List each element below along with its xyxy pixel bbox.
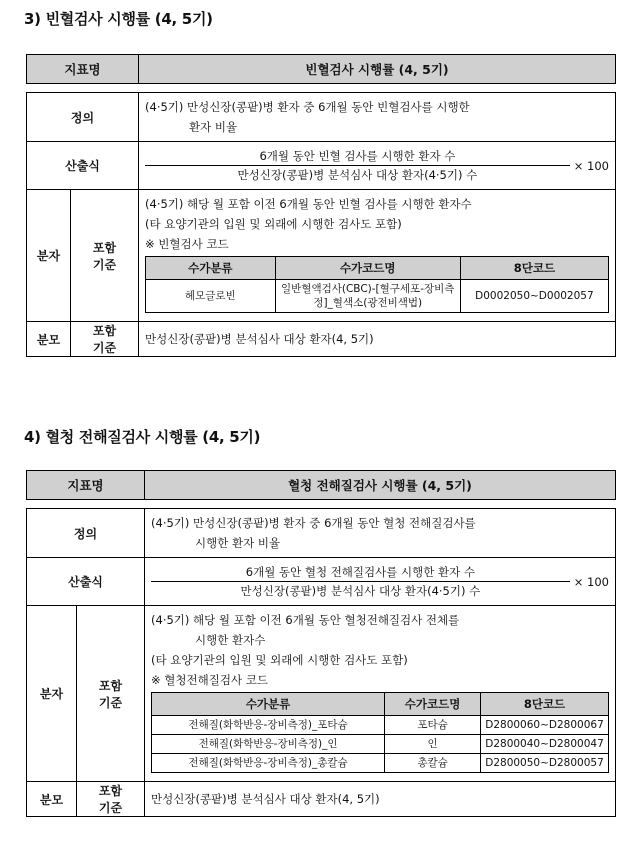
formula-numerator: 6개월 동안 혈청 전해질검사를 시행한 환자 수 [245, 565, 475, 579]
denominator-criteria-text: 만성신장(콩팥)병 분석심사 대상 환자(4, 5기) [139, 322, 616, 357]
numerator-label: 분자 [27, 606, 77, 782]
code-table-header: 수가분류 [146, 257, 276, 280]
formula-multiplier: × 100 [573, 574, 609, 589]
denominator-label: 분모 [27, 322, 71, 357]
electrolyte-code-table [151, 692, 609, 773]
formula-denominator: 만성신장(콩팥)병 분석심사 대상 환자(4·5기) 수 [237, 168, 478, 182]
section-4-table [26, 470, 616, 817]
table-row: 전해질(화학반응-장비측정)_총칼슘 총칼슘 D2800050~D2800057 [152, 754, 609, 773]
formula-numerator: 6개월 동안 빈혈 검사를 시행한 환자 수 [259, 149, 456, 163]
table-row: 헤모글로빈 일반혈액검사(CBC)-[혈구세포-장비측정]_혈색소(광전비색법) D0002050~D0002057 [146, 280, 609, 313]
section-3-table [26, 54, 616, 357]
definition-text: (4·5기) 만성신장(콩팥)병 환자 중 6개월 동안 혈청 전해질검사를 시행한 환자 비율 [145, 509, 616, 558]
formula-label: 산출식 [27, 142, 139, 190]
numerator-criteria-label: 포함 기준 [71, 190, 139, 322]
section-4-title: 4) 혈청 전해질검사 시행률 (4, 5기) [24, 428, 261, 446]
header-indicator-name: 빈혈검사 시행률 (4, 5기) [139, 55, 616, 84]
definition-label: 정의 [27, 93, 139, 142]
header-indicator-label: 지표명 [27, 471, 145, 500]
code-table-header: 8단코드 [481, 693, 609, 716]
denominator-criteria-text: 만성신장(콩팥)병 분석심사 대상 환자(4, 5기) [145, 782, 616, 817]
section-3-title: 3) 빈혈검사 시행률 (4, 5기) [24, 10, 213, 28]
table-row: 전해질(화학반응-장비측정)_인 인 D2800040~D2800047 [152, 735, 609, 754]
code-table-header: 수가코드명 [275, 257, 460, 280]
formula-denominator: 만성신장(콩팥)병 분석심사 대상 환자(4·5기) 수 [240, 584, 481, 598]
header-indicator-label: 지표명 [27, 55, 139, 84]
code-table-header: 수가분류 [152, 693, 385, 716]
formula-multiplier: × 100 [573, 158, 609, 173]
denominator-label: 분모 [27, 782, 77, 817]
definition-text: (4·5기) 만성신장(콩팥)병 환자 중 6개월 동안 빈혈검사를 시행한 환자 비율 [139, 93, 616, 142]
denominator-criteria-label: 포함 기준 [77, 782, 145, 817]
numerator-label: 분자 [27, 190, 71, 322]
numerator-criteria-text: (4·5기) 해당 월 포함 이전 6개월 동안 빈혈 검사를 시행한 환자수 (타 요양기관의 입원 및 외래에 시행한 검사도 포함) ※ 빈혈검사 코드 수가분류 수가코드명 8단코드 헤모글로빈 일반혈액검사(CBC)-[혈구세포-장비측정]_혈색소(광전비색법) D0002050~D0002057 [139, 190, 616, 322]
anemia-code-table [145, 256, 609, 313]
formula [145, 558, 616, 606]
table-row: 전해질(화학반응-장비측정)_포타슘 포타슘 D2800060~D2800067 [152, 716, 609, 735]
numerator-criteria-label: 포함 기준 [77, 606, 145, 782]
code-table-header: 8단코드 [460, 257, 608, 280]
numerator-criteria-text: (4·5기) 해당 월 포함 이전 6개월 동안 혈청전해질검사 전체를 시행한 환자수 (타 요양기관의 입원 및 외래에 시행한 검사도 포함) ※ 혈청전해질검사 코드 수가분류 수가코드명 8단코드 전해질(화학반응-장비측정)_포타슘 포타슘 D2800060~D2800067 전해질(화학반응-장비측정)_인 인 D2800040~D2800047 전해질(화학반응-장비측정)_총칼슘 총칼슘 D2800050~D2800057 [145, 606, 616, 782]
definition-label: 정의 [27, 509, 145, 558]
formula [139, 142, 616, 190]
denominator-criteria-label: 포함 기준 [71, 322, 139, 357]
header-indicator-name: 혈청 전해질검사 시행률 (4, 5기) [145, 471, 616, 500]
code-table-header: 수가코드명 [385, 693, 481, 716]
formula-label: 산출식 [27, 558, 145, 606]
